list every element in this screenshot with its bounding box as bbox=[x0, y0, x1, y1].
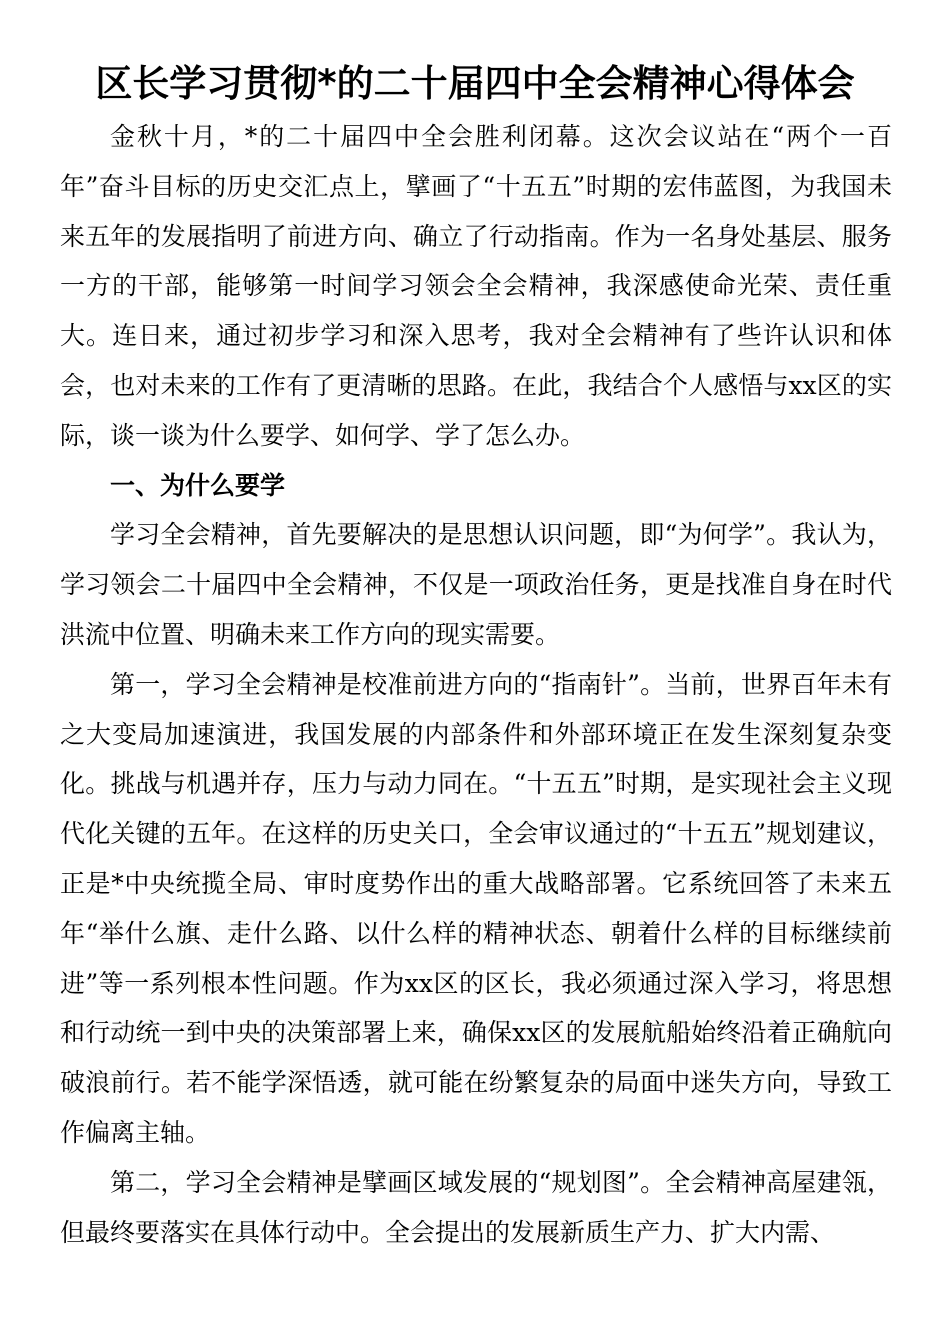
paragraph-first-point: 第一，学习全会精神是校准前进方向的“指南针”。当前，世界百年未有之大变局加速演进，我国发展的内部条件和外部环境正在发生深刻复杂变化。挑战与机遇并存，压力与动力同在。“十五五”时期，是实现社会主义现代化关键的五年。在这样的历史关口，全会审议通过的“十五五”规划建议，正是*中央统揽全局、审时度势作出的重大战略部署。它系统回答了未来五年“举什么旗、走什么路、以什么样的精神状态、朝着什么样的目标继续前进”等一系列根本性问题。作为xx区的区长，我必须通过深入学习，将思想和行动统一到中央的决策部署上来，确保xx区的发展航船始终沿着正确航向破浪前行。若不能学深悟透，就可能在纷繁复杂的局面中迷失方向，导致工作偏离主轴。 bbox=[60, 669, 892, 1147]
paragraph-intro: 金秋十月，*的二十届四中全会胜利闭幕。这次会议站在“两个一百年”奋斗目标的历史交汇点上，擘画了“十五五”时期的宏伟蓝图，为我国未来五年的发展指明了前进方向、确立了行动指南。作为一名身处基层、服务一方的干部，能够第一时间学习领会全会精神，我深感使命光荣、责任重大。连日来，通过初步学习和深入思考，我对全会精神有了些许认识和体会，也对未来的工作有了更清晰的思路。在此，我结合个人感悟与xx区的实际，谈一谈为什么要学、如何学、学了怎么办。 bbox=[60, 122, 892, 450]
document-body bbox=[60, 112, 892, 1257]
section-heading: 一、为什么要学 bbox=[110, 470, 286, 500]
paragraph-why-learn: 学习全会精神，首先要解决的是思想认识问题，即“为何学”。我认为，学习领会二十届四中全会精神，不仅是一项政治任务，更是找准自身在时代洪流中位置、明确未来工作方向的现实需要。 bbox=[60, 520, 892, 649]
document-title: 区长学习贯彻*的二十届四中全会精神心得体会 bbox=[95, 62, 855, 105]
paragraph-second-point: 第二，学习全会精神是擘画区域发展的“规划图”。全会精神高屋建瓴，但最终要落实在具体行动中。全会提出的发展新质生产力、扩大内需、 bbox=[60, 1167, 892, 1247]
